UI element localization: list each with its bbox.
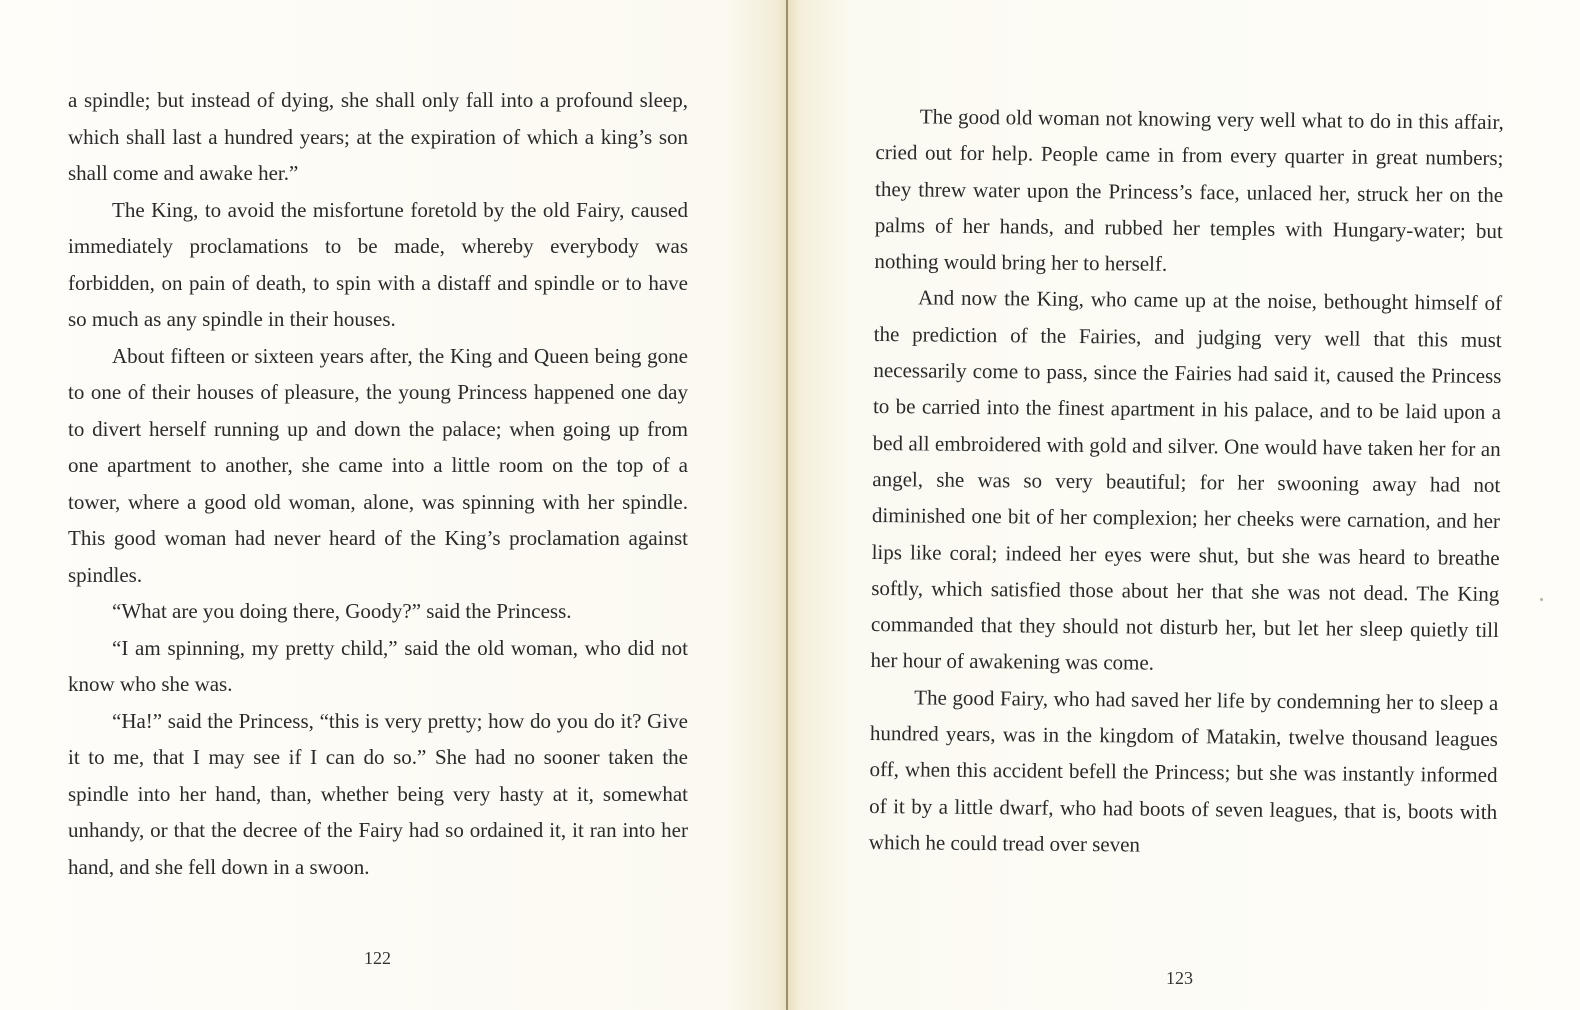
page-number-left: 122 [364,948,391,968]
paragraph: “What are you doing there, Goody?” said the Princess. [112,599,572,623]
paragraph: “Ha!” said the Princess, “this is very pretty; how do you do it? Give it to me, that I may see if I can do so.” She had no sooner taken the spindle into her hand, than, whether being very hasty at it, somewhat unhandy, or that the decree of the Fairy had so ordained it, it ran into her hand, and she fell down in a swoon. [68,708,688,879]
paragraph: “I am spinning, my pretty child,” said the old woman, who did not know who she was. [68,635,688,696]
paragraph: And now the King, who came up at the noise, bethought himself of the prediction of the Fairies, and judging very well that this must necessarily come to pass, since the Fairies had said it, caused the Princess to be carried into the finest apartment in his palace, and to be laid upon a bed all embroidered with gold and silver. One would have taken her for an angel, she was so very beautiful; for her swooning away had not diminished one bit of her complexion; her cheeks were carnation, and her lips like coral; indeed her eyes were shut, but she was heard to breathe softly, which satisfied those about her that she was not dead. The King commanded that they should not disturb her, but let her sleep quietly till her hour of awakening was come. [870,285,1503,676]
paragraph: About fifteen or sixteen years after, the King and Queen being gone to one of their houses of pleasure, the young Princess happened one day to divert herself running up and down the palace; when going up from one apartment to another, she came into a little room on the top of a tower, where a good old woman, alone, was spinning with her spindle. This good woman had never heard of the King’s proclamation against spindles. [68,343,688,587]
paper-speck [1540,598,1543,601]
paragraph: a spindle; but instead of dying, she shall only fall into a profound sleep, which shall last a hundred years; at the expiration of which a king’s son shall come and awake her.” [68,88,688,185]
paragraph: The King, to avoid the misfortune foretold by the old Fairy, caused immediately proclamations to be made, whereby everybody was forbidden, on pain of death, to spin with a distaff and spindle or to have so much as any spindle in their houses. [68,197,688,331]
left-page-text [68,82,688,885]
book-gutter [786,0,788,1010]
paragraph: The good old woman not knowing very well what to do in this affair, cried out for help. People came in from every quarter in great numbers; they threw water upon the Princess’s face, unlaced her, struck her on the palms of her hands, and rubbed her temples with Hungary-water; but nothing would bring her to herself. [874,104,1504,276]
paragraph: The good Fairy, who had saved her life by condemning her to sleep a hundred years, was in the kingdom of Matakin, twelve thousand leagues off, when this accident befell the Princess; but she was instantly informed of it by a little dwarf, who had boots of seven leagues, that is, boots with which he could tread over seven [868,685,1499,857]
page-number-right: 123 [1166,968,1193,988]
right-page-text [869,98,1504,866]
